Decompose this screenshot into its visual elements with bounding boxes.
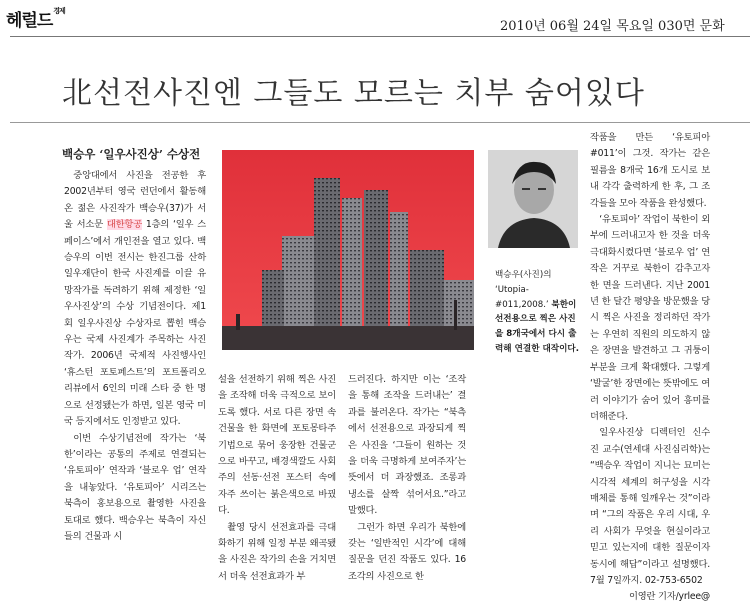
artist-portrait [488,150,578,248]
headline-rule [10,122,750,123]
body-column-2: 설을 선전하기 위해 찍은 사진을 조작해 더욱 극적으로 보이도록 했다. 서로 다른 장면 속 건물을 한 화면에 포토몽타주 기법으로 묶어 웅장한 건물군으로 바꾸고, 배경색깔도 사회주의 선동·선전 포스터 속에 자주 쓰이는 붉은색으로 바꿨다. 촬영 당시 선전효과를 극대화하기 위해 일정 부분 왜곡됐을 사진은 작가의 손을 거치면서 더욱 선전효과가 부 [218,374,336,582]
highlighted-term: 대한항공 [106,219,142,231]
headline: 北선전사진엔 그들도 모르는 치부 숨어있다 [62,76,645,111]
body-column-1: 중앙대에서 사진을 전공한 후 2002년부터 영국 런던에서 활동해온 젊은 사진작가 백승우(37)가 서울 서소문 대한항공 1층의 ‘일우 스페이스’에서 개인전을 열고 있다. 백승우의 이번 전시는 한진그룹 산하 일우재단이 한국 사진계를 이끌 유망작가를 독려하기 위해 제정한 ‘일우사진상’의 수상 기념전이다. 제1회 일우사진상 수상자로 뽑힌 백승우는 국제 사진계가 주목하는 사진작가. 2006년 국제적 사진행사인 ‘휴스턴 포토페스트’의 포트폴리오 리뷰에서 6인의 미래 스타 중 한 명으로 선정됐는가 하면, 일본 영국 미국 등지에서도 인정받고 있다. 이번 수상기념전에 작가는 ‘북한’이라는 공통의 주제로 연결되는 ‘유토피아’ 연작과 ‘블로우 업’ 연작을 내놓았다. ‘유토피아’ 시리즈는 북측이 홍보용으로 촬영한 사진을 토대로 했다. 백승우는 북측이 자신들의 건물과 시 [64,170,206,542]
body-column-3: 드러진다. 하지만 이는 ‘조작을 통해 조작을 드러내는’ 결과를 불러온다. 작가는 “북측에서 선전용으로 과장되게 찍은 사진을 ‘그들이 원하는 것을 더욱 극명하게 보여주자’는 뜻에서 더 과장했죠. 조롱과 냉소를 살짝 섞어서요.”라고 말했다. 그런가 하면 우리가 북한에 갖는 ‘일반적인 시각’에 대해 질문을 던진 작품도 있다. 16조각의 사진으로 한 [348,374,466,582]
byline: 이영란 기자/yrlee@ [628,591,710,603]
body-column-4: 작품을 만든 ‘유토피아 #011’이 그것. 작가는 같은 필름을 8개국 16개 도시로 보내 각각 출력하게 한 후, 그 조각들을 모아 작품을 완성했다. ‘유토피아’ 작업이 북한이 외부에 드러내고자 한 것을 더욱 극대화시켰다면 ‘블로우 업’ 연작은 거꾸로 북한이 감추고자 한 면을 드러낸다. 지난 2001년 한 달간 평양을 방문했을 당시 찍은 사진을 정리하던 작가는 우연히 직원의 의도하지 않은 장면을 발견하고 그 귀퉁이 부분을 크게 확대했다. 그렇게 ‘발굴’한 장면에는 뜻밖에도 여러 이야기가 숨어 있어 흥미를 더해준다. 일우사진상 디렉터인 신수진 교수(연세대 사진심리학)는 “백승우 작업이 지니는 묘미는 시각적 세계의 허구성을 시각매체를 통해 일깨우는 것”이라며 “그의 작품은 우리 시대, 우리 사회가 무엇을 현실이라고 믿고 있는지에 대한 질문이자 동시에 해답”이라고 설명했다. 7월 7일까지. 02-753-6502 이영란 기자/yrlee@ [590,130,710,606]
person-portrait-image [488,150,578,248]
apartment-towers-image [222,150,474,350]
dateline: 2010년 06월 24일 목요일 030면 문화 [500,19,725,34]
main-photo [222,150,474,350]
subhead: 백승우 ‘일우사진상’ 수상전 [62,147,201,161]
top-rule [10,36,750,37]
newspaper-logo: 헤럴드$^{경제}$ [6,7,65,31]
photo-caption: 백승우(사진)의 ‘Utopia-#011,2008.’ 북한이 선전용으로 찍은 사진을 8개국에서 다시 출력해 연결한 대작이다. [495,270,579,354]
